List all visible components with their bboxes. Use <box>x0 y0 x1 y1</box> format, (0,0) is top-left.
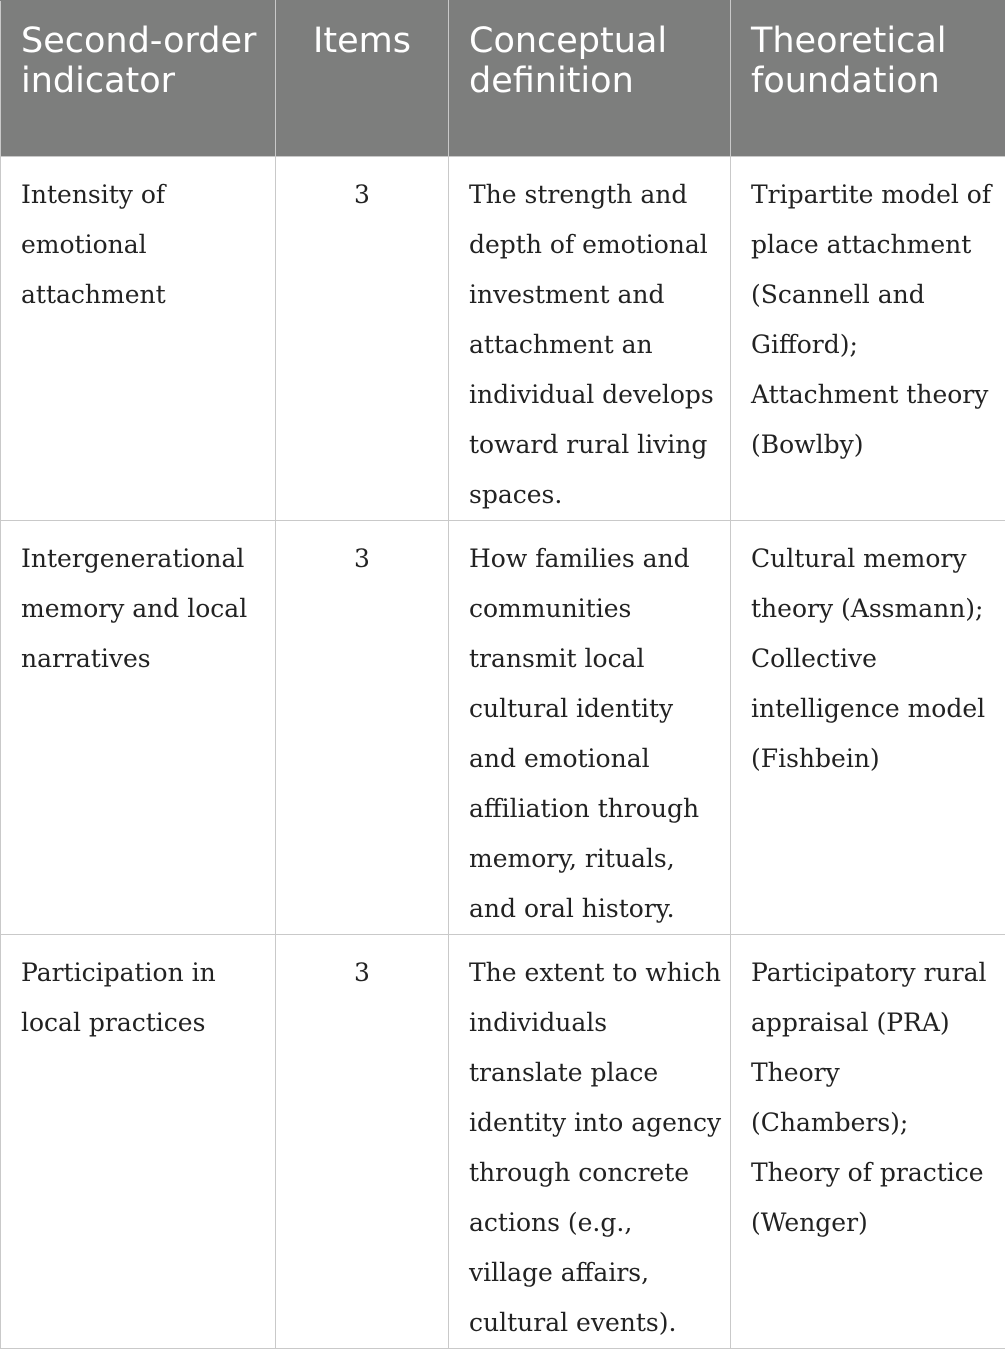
header-second-order-indicator: Second-order indicator <box>1 1 276 157</box>
cell-items: 3 <box>276 157 449 521</box>
cell-foundation: Cultural memory theory (Assmann); Collective intelligence model (Fishbein) <box>731 521 1005 935</box>
table-row <box>1 157 1005 521</box>
cell-definition: How families and communities transmit local cultural identity and emotional affiliation through memory, rituals, and oral history. <box>449 521 731 935</box>
table-row <box>1 521 1005 935</box>
table-header-row <box>1 1 1005 157</box>
cell-indicator: Participation in local practices <box>1 935 276 1349</box>
cell-definition: The strength and depth of emotional investment and attachment an individual develops toward rural living spaces. <box>449 157 731 521</box>
header-items: Items <box>276 1 449 157</box>
cell-items: 3 <box>276 521 449 935</box>
cell-indicator: Intergenerational memory and local narratives <box>1 521 276 935</box>
table-row <box>1 935 1005 1349</box>
cell-indicator: Intensity of emotional attachment <box>1 157 276 521</box>
cell-foundation: Participatory rural appraisal (PRA) Theory (Chambers); Theory of practice (Wenger) <box>731 935 1005 1349</box>
cell-foundation: Tripartite model of place attachment (Scannell and Gifford); Attachment theory (Bowlby) <box>731 157 1005 521</box>
header-theoretical-foundation: Theoretical foundation <box>731 1 1005 157</box>
cell-items: 3 <box>276 935 449 1349</box>
header-conceptual-definition: Conceptual definition <box>449 1 731 157</box>
cell-definition: The extent to which individuals translate place identity into agency through concrete actions (e.g., village affairs, cultural events). <box>449 935 731 1349</box>
